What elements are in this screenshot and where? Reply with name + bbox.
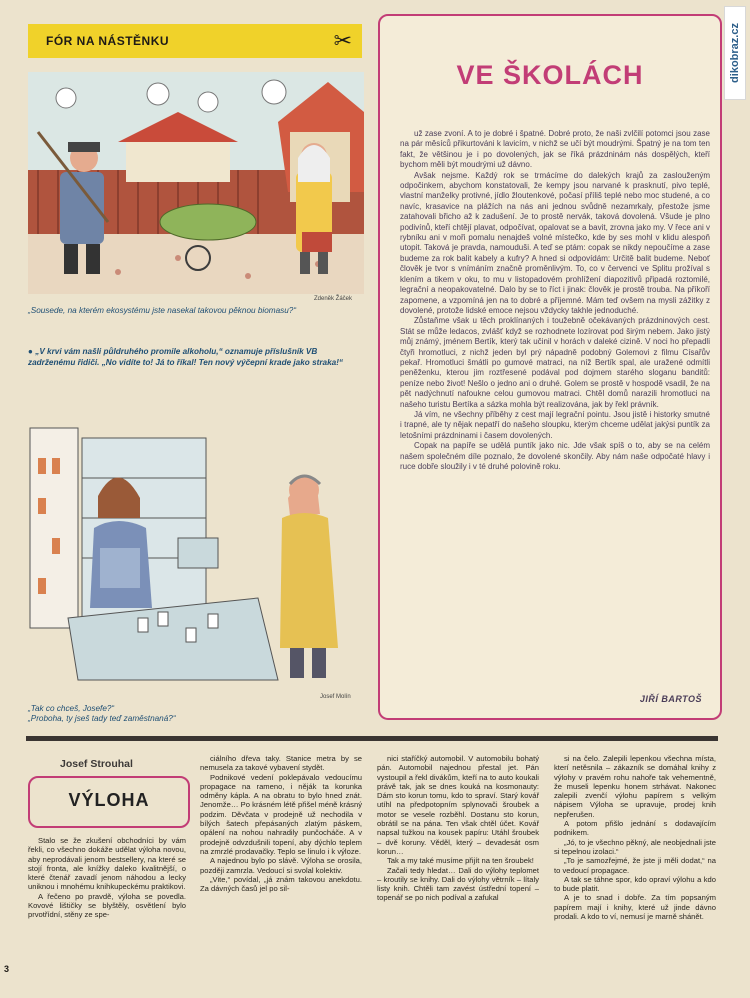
story-paragraph: Začali tedy hledat… Dali do výlohy teplomet – kroutily se knihy. Dali do výlohy větrník – lítaly listy knih. Chtěli tam zavést ústřední topení – topenář se po nich podíval a zafukal xyxy=(377,865,539,903)
story-column-4 xyxy=(554,754,716,921)
watermark-text: dikobraz.cz xyxy=(729,23,741,83)
story-paragraph: ciálního dřeva taky. Stanice metra by se nemusela za takové vybavení stydět. xyxy=(200,754,362,773)
cartoon2-caption-2: „Proboha, ty jseš tady teď zaměstnaná?“ xyxy=(28,714,176,723)
article-box xyxy=(378,14,722,720)
page-number: 3 xyxy=(4,964,10,974)
story-title-box xyxy=(28,776,190,828)
joke-text: ● „V krvi vám našli půldruhého promile alkoholu,“ oznamuje příslušník VB zadrženému řidiči. „No vidíte to! Já to říkal! Ten nový výčepní krade jako straka!“ xyxy=(28,347,344,367)
article-paragraph: už zase zvoní. A to je dobré i špatné. Dobré proto, že naši zvlčilí potomci jsou zase na pár měsíců přikurtováni k lavicím, v nichž se učí být moudrými. Špatný je na tom ten fakt, že většinou je i po dovolených, jak se říká prázdninám nás dospělých, kteří bychom měli být moudrými už dávno. xyxy=(400,129,710,170)
article-title: VE ŠKOLÁCH xyxy=(456,60,644,90)
cartoon-barmaid xyxy=(28,418,364,694)
article-author: JIŘÍ BARTOŠ xyxy=(639,694,702,704)
story-column-2 xyxy=(200,754,362,893)
story-paragraph: „To je samozřejmé, že jste ji měli dodat,“ na to vedoucí propagace. xyxy=(554,856,716,875)
article-body xyxy=(400,129,710,472)
cartoon1-credit: Zdeněk Žáček xyxy=(314,296,353,302)
story-title: VÝLOHA xyxy=(68,790,150,810)
story-column-1 xyxy=(28,836,186,920)
story-paragraph: A potom přišlo jednání s dodavajícím podnikem. xyxy=(554,819,716,838)
cartoon2-credit: Josef Molín xyxy=(320,694,351,700)
watermark-logo[interactable] xyxy=(724,6,746,100)
story-paragraph: nici staříčký automobil. V automobilu bohatý pán. Automobil najednou přestal jet. Pán vystoupil a řekl divákům, kteří na to auto koukali právě tak, jak se dnes kouká na kosmonauty: Dám sto korun tomu, kdo to spraví. Starý kovář utíhl na předpotopním splynovači šroubek a motor se vesele rozběhl. Dostanu sto korun, obrátil se na pána. Ten však chtěl účet. Kovář napsal tužkou na kousek papíru: Utáhl šroubek – dvě koruny. Věděl, který – devadesát osm korun… xyxy=(377,754,539,856)
story-paragraph: A je to snad i dobře. Za tím popsaným papírem mají i knihy, které už jinde dávno prodali. A kdo to ví, nemusí je marně shánět. xyxy=(554,893,716,922)
story-column-3 xyxy=(377,754,539,903)
story-paragraph: A řečeno po pravdě, výloha se povedla. Kovové lištičky se blyštěly, osvětlení bylo prvotřídní, stěny ze spe- xyxy=(28,891,186,920)
section-divider xyxy=(26,736,718,741)
story-paragraph: „Jó, to je všechno pěkný, ale neobjednali jste si tepelnou izolaci.“ xyxy=(554,837,716,856)
section-banner xyxy=(28,24,362,58)
cartoon2-caption-1: „Tak co chceš, Josefe?“ xyxy=(28,704,115,713)
story-paragraph: A tak se táhne spor, kdo opraví výlohu a kdo to bude platit. xyxy=(554,874,716,894)
story-paragraph: Podnikové vedení poklepávalo vedoucímu propagace na rameno, i něják ta korunka odměny kápla. A na obratu to bylo hned znát. Jenomže… Po krásném létě přišel méně krásný podzim. Děvčata v prodejně už nechodila v bílých šatech přepásaných zlatým páskem, opálení na nohou nahradily punčocháče. A v prodejně odvzdušnili topení, aby dýchlo teplem na zmrzlé prodavačky. Teplo se linulo i k výloze. xyxy=(200,772,362,856)
story-paragraph: Stalo se že zkušení obchodníci by vám řekli, co všechno dokáže udělat výloha novou, aby neprodávali jenom bestsellery, na které se stojí fronta, ale knížky daleko kvalitnější, o které čtenář zavadí jenom náhodou a lecky uniknou i mnohému knihkupeckému praktikovi. xyxy=(28,836,186,892)
story-paragraph: Tak a my také musíme přijít na ten šroubek! xyxy=(387,856,534,866)
story-author: Josef Strouhal xyxy=(60,758,133,770)
article-paragraph: Copak na papíře se udělá puntík jako nic. Jde však spíš o to, aby se na celém našem společném díle poznalo, že dovolené skončily. Aby nám naše odpočaté hlavy i ruce dobře sloužily i v té druhé polovině roku. xyxy=(400,441,710,471)
scissors-icon: ✂ xyxy=(333,28,352,53)
article-paragraph: Avšak nejsme. Každý rok se trmácíme do dalekých krajů za zaslouženým odpočinkem, abychom konstatovali, že kempy jsou narvané k prasknutí, pivo teplé, vlastní manželky protivné, jídlo žloutenkové, počasí příliš teplé nebo moc studené, a co navíc, krasavice na plážích na nás ani jednou svůdně nezamrkaly, přestože jsme zatahovali břicho až k zadušení. Je to prostě nervák, taková dovolená. Všude je plno podivínů, kteří chtějí plavat, odpočívat, opalovat se a bavit, zrovna jako my. V řece ani v rybníku ani v moři pomalu nenajdeš volné místečko, kde by ses mohl v klidu alespoň utopit. Taková je pravda, namouduši. A teď se ptám: copak se nikdy nepoučíme a zase budeme za rok balit kabely a kufry? A hned si odpovídám: Určitě balit budeme. Neboť člověk je tvor s vnímáním značně proměnlivým. To, co v červenci ve Splitu prožíval s klením a tikem v oku, to mu v listopadovém prohlížení diapozitivů připadá roztomilé, legrační a neopakovatelné. Dalo by se to říct i jinak: člověk je prostě trouba. Na příkoří zapomene, a vzpomíná jen na to dobré a příjemné. Mám teď ovšem na mysli zážitky z dovolené, protože lidské emoce nejsou vždycky takhle jednoduché. xyxy=(400,170,710,315)
cartoon1-caption: „Sousede, na kterém ekosystému jste nasekal takovou pěknou biomasu?“ xyxy=(28,306,297,315)
story-paragraph: „Vite,“ povídal, „já znám takovou anekdotu. Za dávných časů jel po sil- xyxy=(200,874,362,894)
story-paragraph: si na čelo. Zalepili lepenkou všechna místa, kterí netěsnila – zákazník se domáhal knihy z výlohy v pravém rohu nahoře tak vehementně, že museli lepenku honem strhávat. Nakonec zalepili zvenčí výlohu papírem s velkým nápisem Výloha se upravuje, prodej knih nepřerušen. xyxy=(554,754,716,819)
article-paragraph: Zůstaňme však u těch proklínaných i toužebně očekávaných prázdninových cest. Stát se může ledacos, zvlášť když se rozhodnete lozírovat pod širým nebem. Jako jistý můj známý, jménem Bertík, který tak učinil v horách v daleké cizině. V noci ho přepadli čtyři hromotluci, z nichž jeden byl prý nápadně podobný Golemovi z filmu Císařův pekař. Hromotluci šmátli po gumové matraci, na níž Bertík spal, ale uražené odmítli peněženku, kterou jim roztřesené podával pod dojmem starého sloganu banditů: peníze nebo život! Nešlo o jedno ani o druhé. Golem se prostě v hospodě vsadil, že na pět nadýchnutí nafoukne celou gumovou matraci. Chtěl domů narazili hromotluci na našeho turistu Bertíka a sázka mohla být realizována, jak by řekl právník. xyxy=(400,316,710,409)
story-paragraph: A najednou bylo po slávě. Výloha se orosila, později zamrzla. Vedoucí si svolal kolektiv. xyxy=(200,856,362,875)
section-banner-label: FÓR NA NÁSTĚNKU xyxy=(46,34,170,48)
article-paragraph: Já vím, ne všechny příběhy z cest mají legrační pointu. Jsou jistě i historky smutné i trapné, ale ty nějak nepatří do našeho sloupku, kterým chceme udělat jakýsi puntík za letošními prázdninami i časem dovolených. xyxy=(400,409,710,440)
cartoon-gardener xyxy=(28,72,364,294)
